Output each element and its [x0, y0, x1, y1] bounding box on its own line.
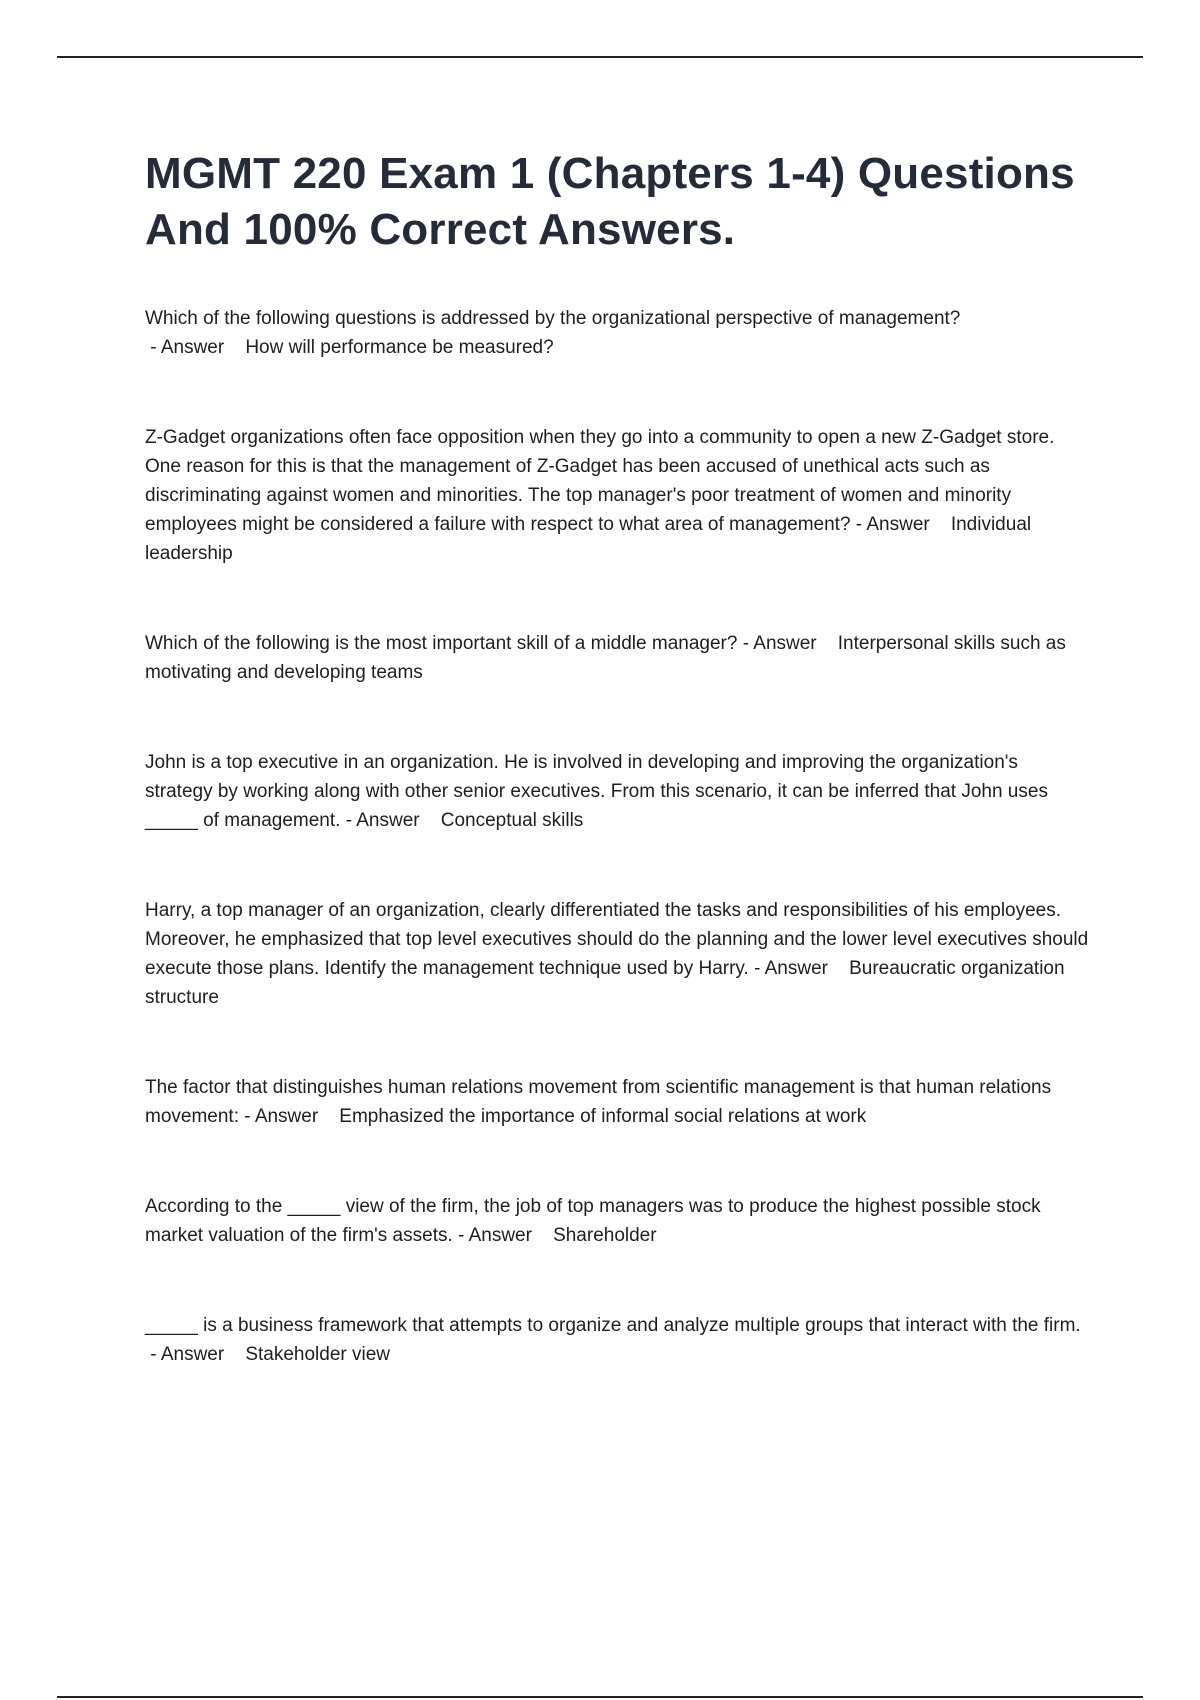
answer-text: How will performance be measured?: [245, 337, 554, 358]
answer-separator: - Answer: [737, 633, 838, 654]
answer-text: Individual leadership: [145, 514, 1032, 564]
qa-item: [145, 1311, 1090, 1369]
qa-item: [145, 1073, 1090, 1131]
answer-text: Conceptual skills: [440, 810, 584, 831]
qa-item: [145, 896, 1090, 1012]
answer-text: Bureaucratic organization structure: [145, 958, 1065, 1008]
qa-item: [145, 304, 1090, 362]
question-text: Z-Gadget organizations often face opposition when they go into a community to open a new Z-Gadget store. One reason for this is that the management of Z-Gadget has been accused of unethical acts such as discriminating against women and minorities. The top manager's poor treatment of women and minority employees might be considered a failure with respect to what area of management?: [145, 427, 1055, 535]
question-text: Which of the following is the most important skill of a middle manager?: [145, 633, 738, 654]
qa-item: [145, 423, 1090, 568]
document-body: [145, 146, 1090, 1430]
question-text: Harry, a top manager of an organization, clearly differentiated the tasks and responsibilities of his employees. Moreover, he emphasized that top level executives should do the planning and the lower level executives should execute those plans. Identify the management technique used by Harry.: [145, 900, 1089, 979]
qa-item: [145, 1192, 1090, 1250]
bottom-rule: [57, 1696, 1143, 1698]
answer-separator: - Answer: [340, 810, 441, 831]
answer-separator: - Answer: [452, 1225, 554, 1246]
question-text: _____ is a business framework that attempts to organize and analyze multiple groups that interact with the firm.: [145, 1315, 1081, 1336]
question-text: The factor that distinguishes human relations movement from scientific management is that human relations movement:: [145, 1077, 1052, 1127]
answer-separator: - Answer: [238, 1106, 340, 1127]
answer-separator: - Answer: [145, 337, 246, 358]
answer-text: Shareholder: [553, 1225, 657, 1246]
answer-text: Stakeholder view: [245, 1344, 391, 1365]
answer-text: Emphasized the importance of informal social relations at work: [339, 1106, 867, 1127]
top-rule: [57, 56, 1143, 58]
answer-separator: - Answer: [748, 958, 850, 979]
answer-text: Interpersonal skills such as motivating and developing teams: [145, 633, 1066, 683]
question-text: According to the _____ view of the firm, the job of top managers was to produce the highest possible stock market valuation of the firm's assets.: [145, 1196, 1041, 1246]
qa-item: [145, 629, 1090, 687]
answer-separator: - Answer: [145, 1344, 246, 1365]
qa-item: [145, 748, 1090, 835]
question-text: John is a top executive in an organization. He is involved in developing and improving the organization's strategy by working along with other senior executives. From this scenario, it can be inferred that John uses _____ of management.: [145, 752, 1048, 831]
qa-list: [145, 304, 1090, 1369]
document-title: MGMT 220 Exam 1 (Chapters 1-4) Questions And 100% Correct Answers.: [145, 149, 1075, 254]
answer-separator: - Answer: [850, 514, 951, 535]
question-text: Which of the following questions is addressed by the organizational perspective of management?: [145, 308, 961, 329]
